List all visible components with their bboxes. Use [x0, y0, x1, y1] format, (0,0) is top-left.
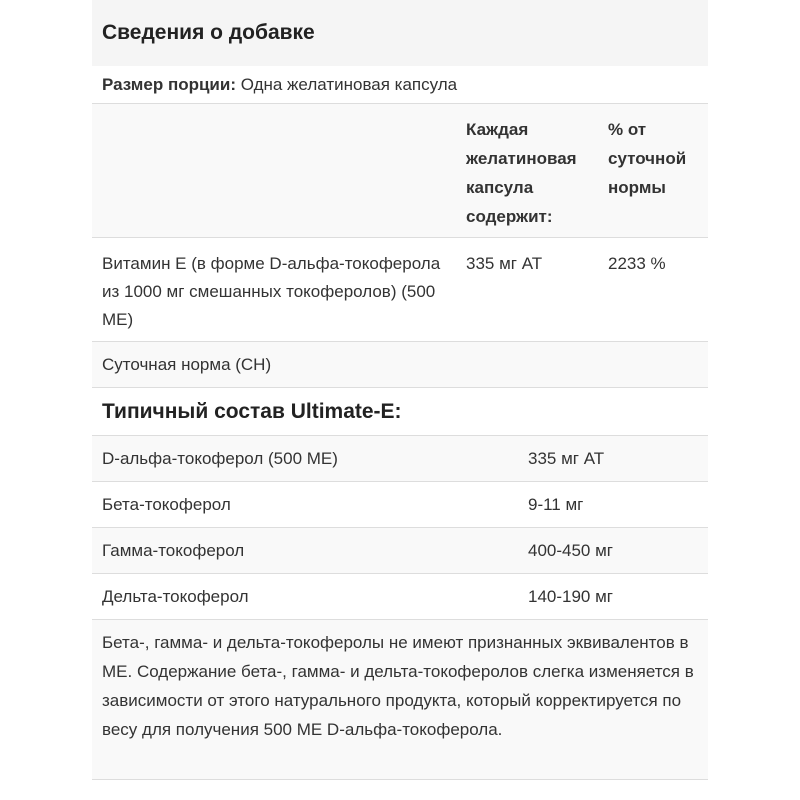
supplement-facts-title-text: Сведения о добавке [102, 21, 315, 44]
facts-header-dv: % от суточной нормы [608, 120, 687, 197]
composition-row-name: Бета-токоферол [102, 494, 231, 514]
composition-row-name: D-альфа-токоферол (500 МЕ) [102, 448, 338, 468]
facts-row-amount: 335 мг АТ [466, 254, 543, 273]
composition-title [92, 388, 708, 436]
composition-row-name: Гамма-токоферол [102, 540, 245, 560]
composition-row-amount: 9-11 мг [528, 494, 584, 514]
serving-size-cell [92, 72, 467, 98]
composition-row [92, 528, 708, 574]
supplement-facts-sheet [92, 0, 708, 800]
daily-value-footnote-row [92, 342, 708, 388]
facts-header-name [92, 104, 456, 237]
composition-row [92, 482, 708, 528]
facts-header-amount: Каждая желатиновая капсула содержит: [466, 120, 577, 226]
facts-row-name: Витамин E (в форме D-альфа-токоферола из 1000 мг смешанных токоферолов) (500 МЕ) [102, 254, 441, 329]
composition-note-text: Бета-, гамма- и дельта-токоферолы не имеют признанных эквивалентов в МЕ. Содержание бета-, гамма- и дельта-токоферолов слегка изменяется в зависимости от этого натурального продукта, который корректируется по весу для получения 500 МЕ D-альфа-токоферола. [102, 633, 694, 739]
composition-row-amount: 335 мг АТ [528, 448, 605, 468]
composition-row-name: Дельта-токоферол [102, 586, 249, 606]
composition-row [92, 574, 708, 620]
facts-row-dv: 2233 % [608, 254, 666, 273]
composition-row-amount: 140-190 мг [528, 586, 613, 606]
composition-title-text: Типичный состав Ultimate-E: [102, 399, 402, 423]
serving-size-label: Размер порции: [102, 74, 236, 94]
composition-row-amount: 400-450 мг [528, 540, 613, 560]
facts-header-row [92, 104, 708, 238]
composition-note [92, 620, 708, 780]
daily-value-footnote: Суточная норма (СН) [102, 354, 272, 374]
serving-size-value: Одна желатиновая капсула [236, 74, 458, 94]
composition-row [92, 436, 708, 482]
serving-size-row [92, 66, 708, 104]
supplement-facts-title [92, 0, 708, 66]
facts-row [92, 238, 708, 342]
